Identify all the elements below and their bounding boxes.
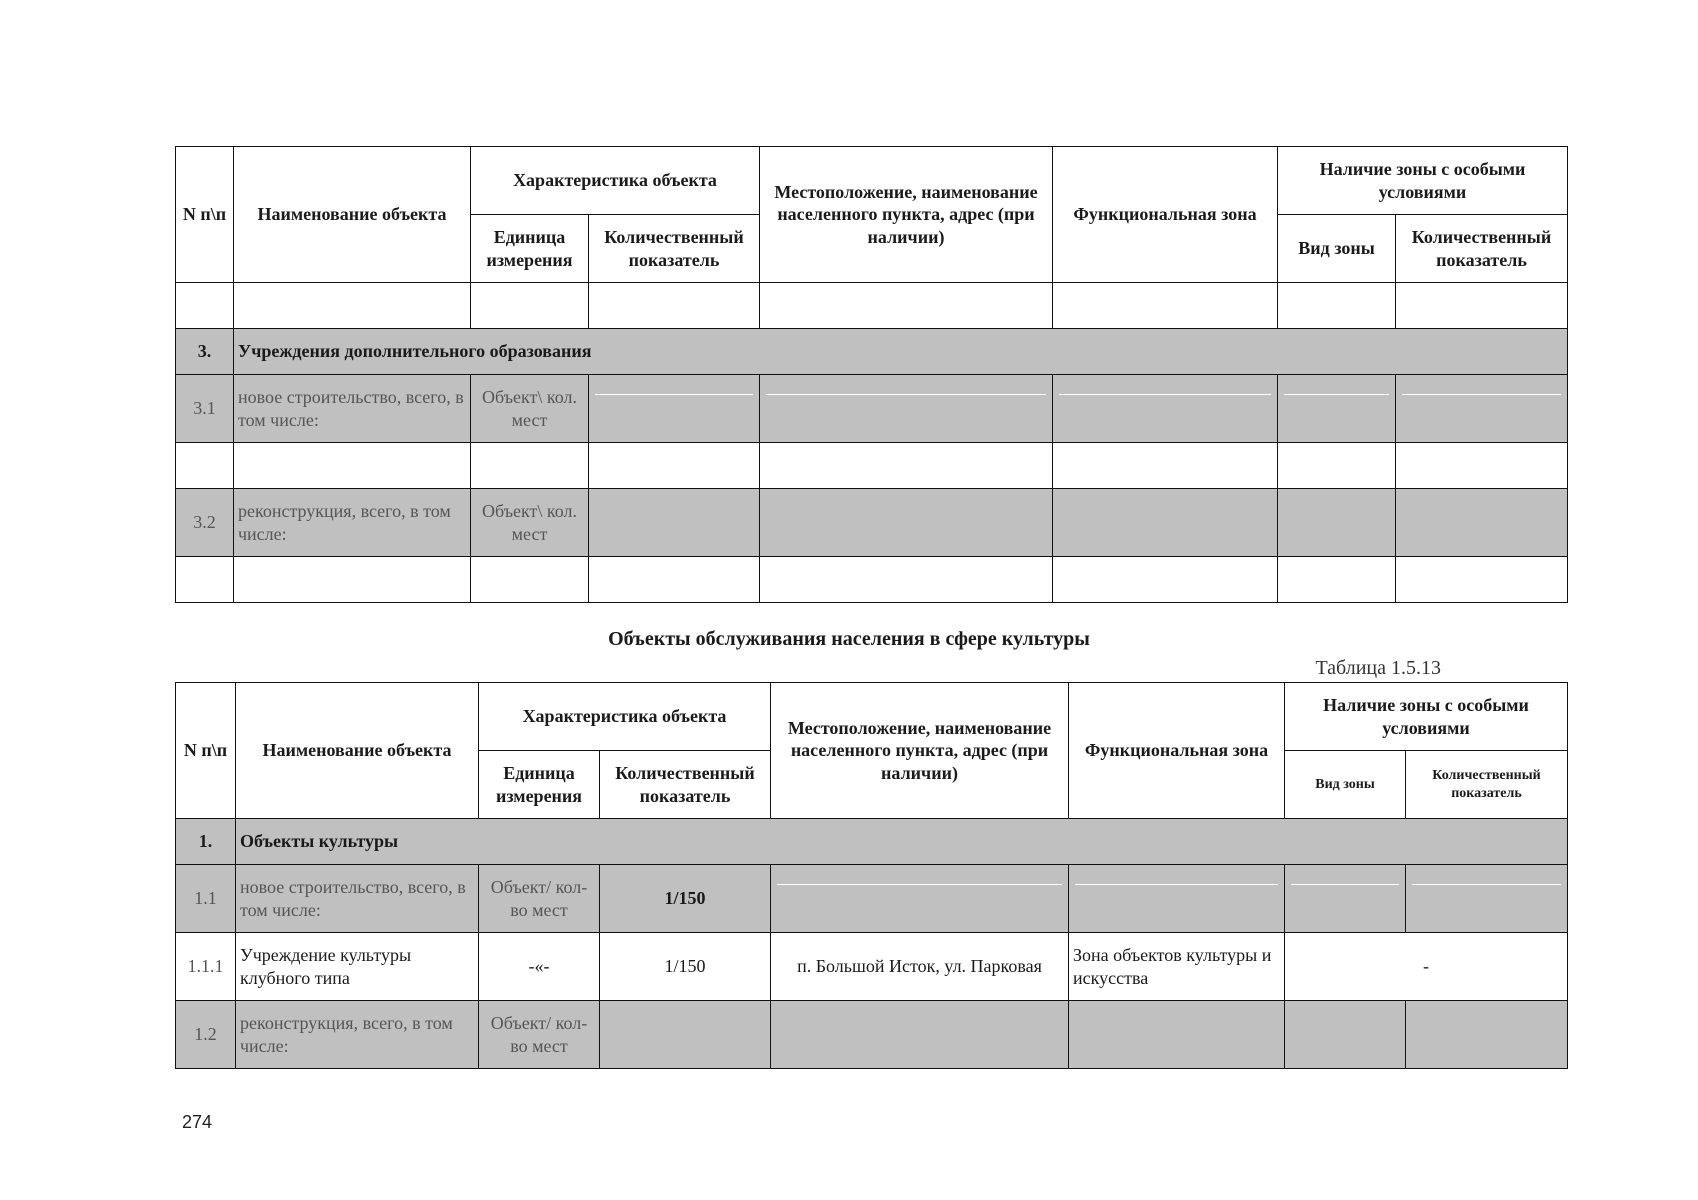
table-row xyxy=(176,443,1568,489)
table-culture xyxy=(175,682,1568,1069)
row-num: 3.2 xyxy=(176,489,234,557)
header-special: Наличие зоны с особыми условиями xyxy=(1285,683,1568,751)
table-education xyxy=(175,146,1568,603)
table-row xyxy=(176,283,1568,329)
header-zone: Функциональная зона xyxy=(1069,683,1285,819)
row-special: - xyxy=(1285,933,1568,1001)
row-location: п. Большой Исток, ул. Парковая xyxy=(771,933,1069,1001)
row-name: реконструкция, всего, в том числе: xyxy=(236,1001,479,1069)
row-num: 1.1 xyxy=(176,865,236,933)
table-row xyxy=(176,375,1568,443)
header-zone: Функциональная зона xyxy=(1053,147,1278,283)
header-num: N п\п xyxy=(176,683,236,819)
header-zone-type: Вид зоны xyxy=(1285,751,1406,819)
header-name: Наименование объекта xyxy=(234,147,471,283)
row-name: Учреждение культуры клубного типа xyxy=(236,933,479,1001)
header-zone-quantity: Количественный показатель xyxy=(1396,215,1568,283)
section-title: Учреждения дополнительного образования xyxy=(234,329,1568,375)
header-special: Наличие зоны с особыми условиями xyxy=(1278,147,1568,215)
row-zone: Зона объектов культуры и искусства xyxy=(1069,933,1285,1001)
section-row xyxy=(176,819,1568,865)
header-unit: Единица измерения xyxy=(479,751,600,819)
row-num: 1.2 xyxy=(176,1001,236,1069)
row-name: реконструкция, всего, в том числе: xyxy=(234,489,471,557)
header-quantity: Количественный показатель xyxy=(600,751,771,819)
header-characteristic: Характеристика объекта xyxy=(479,683,771,751)
table-number: Таблица 1.5.13 xyxy=(1315,657,1441,679)
header-num: N п\п xyxy=(176,147,234,283)
section-num: 1. xyxy=(176,819,236,865)
table-row xyxy=(176,1001,1568,1069)
row-unit: Объект/ кол-во мест xyxy=(479,865,600,933)
header-zone-quantity: Количественный показатель xyxy=(1406,751,1568,819)
row-num: 3.1 xyxy=(176,375,234,443)
section-row xyxy=(176,329,1568,375)
row-name: новое строительство, всего, в том числе: xyxy=(236,865,479,933)
row-name: новое строительство, всего, в том числе: xyxy=(234,375,471,443)
header-location: Местоположение, наименование населенного пункта, адрес (при наличии) xyxy=(771,683,1069,819)
row-unit: -«- xyxy=(479,933,600,1001)
row-unit: Объект/ кол-во мест xyxy=(479,1001,600,1069)
header-zone-type: Вид зоны xyxy=(1278,215,1396,283)
table-caption: Объекты обслуживания населения в сфере культуры xyxy=(608,628,1090,650)
row-unit: Объект\ кол. мест xyxy=(471,375,589,443)
row-quantity: 1/150 xyxy=(600,865,771,933)
row-unit: Объект\ кол. мест xyxy=(471,489,589,557)
page-number: 274 xyxy=(182,1112,213,1132)
table-row xyxy=(176,557,1568,603)
header-location: Местоположение, наименование населенного пункта, адрес (при наличии) xyxy=(760,147,1053,283)
table-row xyxy=(176,933,1568,1001)
section-title: Объекты культуры xyxy=(236,819,1568,865)
header-characteristic: Характеристика объекта xyxy=(471,147,760,215)
row-quantity: 1/150 xyxy=(600,933,771,1001)
row-num: 1.1.1 xyxy=(176,933,236,1001)
table-row xyxy=(176,865,1568,933)
section-num: 3. xyxy=(176,329,234,375)
header-name: Наименование объекта xyxy=(236,683,479,819)
table-row xyxy=(176,489,1568,557)
header-quantity: Количественный показатель xyxy=(589,215,760,283)
header-unit: Единица измерения xyxy=(471,215,589,283)
